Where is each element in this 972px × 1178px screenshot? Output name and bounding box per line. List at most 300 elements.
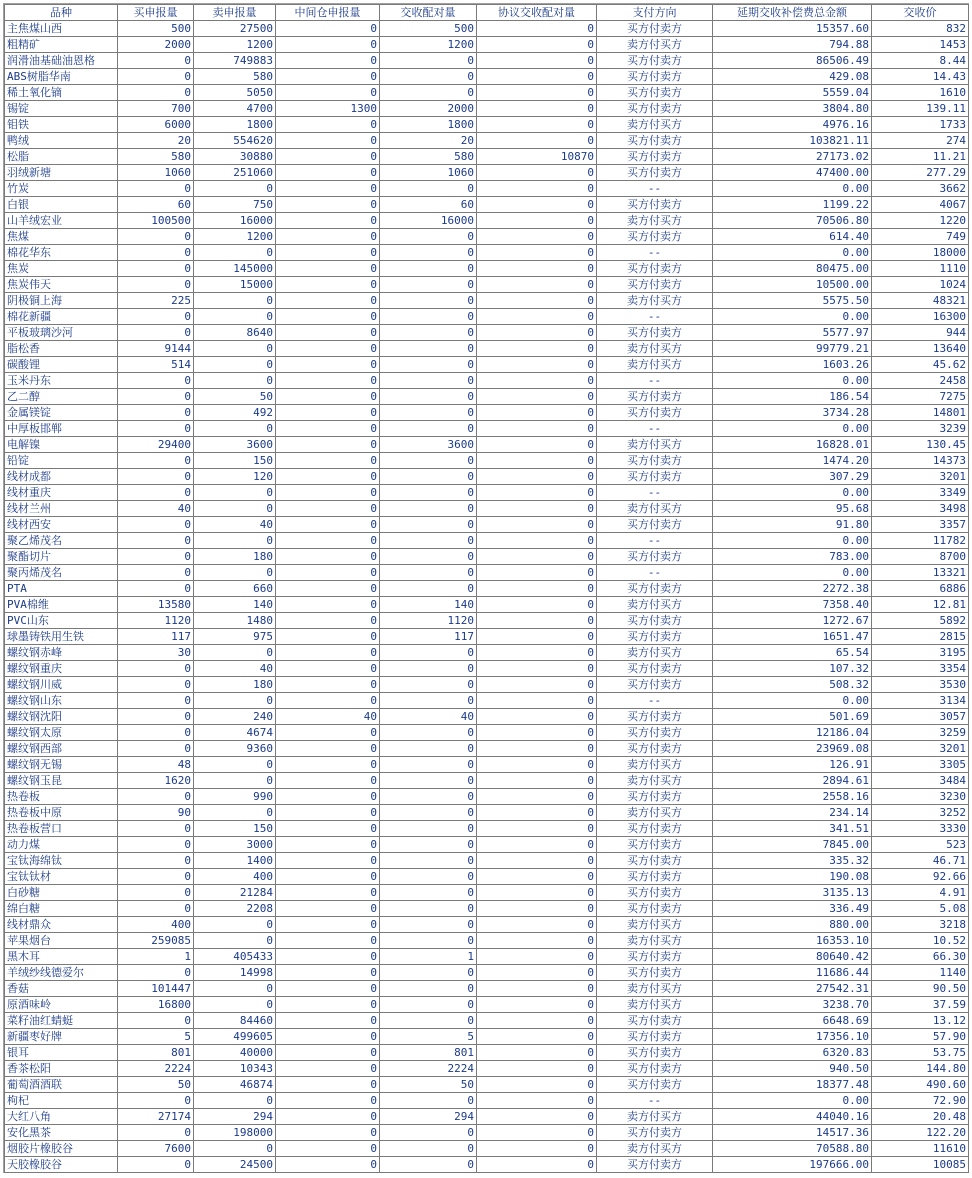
table-row <box>5 1013 969 1029</box>
matched-qty-cell: 1120 <box>380 613 477 629</box>
table-row <box>5 1093 969 1109</box>
variety-cell: 线材兰州 <box>5 501 118 517</box>
sell-declared-cell: 0 <box>194 933 276 949</box>
sell-declared-cell: 554620 <box>194 133 276 149</box>
sell-declared-cell: 16000 <box>194 213 276 229</box>
buy-declared-cell: 500 <box>118 21 194 37</box>
table-row <box>5 181 969 197</box>
buy-declared-cell: 7600 <box>118 1141 194 1157</box>
sell-declared-cell: 0 <box>194 373 276 389</box>
delivery-price-cell: 944 <box>872 325 969 341</box>
payment-direction-cell: 买方付卖方 <box>597 629 713 645</box>
variety-cell: 白砂糖 <box>5 885 118 901</box>
delivery-price-cell: 3330 <box>872 821 969 837</box>
delivery-price-cell: 3057 <box>872 709 969 725</box>
intermediate-declared-cell: 0 <box>276 597 380 613</box>
payment-direction-cell: 买方付卖方 <box>597 549 713 565</box>
table-row <box>5 389 969 405</box>
matched-qty-cell: 0 <box>380 661 477 677</box>
sell-declared-cell: 145000 <box>194 261 276 277</box>
agreement-matched-cell: 0 <box>477 805 597 821</box>
intermediate-declared-cell: 0 <box>276 357 380 373</box>
delivery-compensation-table <box>4 4 969 1173</box>
delivery-price-cell: 37.59 <box>872 997 969 1013</box>
variety-cell: 玉米丹东 <box>5 373 118 389</box>
matched-qty-cell: 2224 <box>380 1061 477 1077</box>
delivery-price-cell: 122.20 <box>872 1125 969 1141</box>
table-row <box>5 133 969 149</box>
compensation-total-cell: 940.50 <box>713 1061 872 1077</box>
agreement-matched-cell: 0 <box>477 453 597 469</box>
table-row <box>5 485 969 501</box>
table-row <box>5 629 969 645</box>
payment-direction-cell: 买方付卖方 <box>597 149 713 165</box>
delivery-price-cell: 1220 <box>872 213 969 229</box>
delivery-price-cell: 45.62 <box>872 357 969 373</box>
compensation-total-cell: 47400.00 <box>713 165 872 181</box>
buy-declared-cell: 30 <box>118 645 194 661</box>
variety-cell: 山羊绒宏业 <box>5 213 118 229</box>
sell-declared-cell: 499605 <box>194 1029 276 1045</box>
compensation-total-cell: 880.00 <box>713 917 872 933</box>
delivery-price-cell: 1610 <box>872 85 969 101</box>
variety-cell: 新疆枣好牌 <box>5 1029 118 1045</box>
variety-cell: 球墨铸铁用生铁 <box>5 629 118 645</box>
agreement-matched-cell: 0 <box>477 613 597 629</box>
table-row <box>5 757 969 773</box>
agreement-matched-cell: 0 <box>477 1093 597 1109</box>
variety-cell: 锡锭 <box>5 101 118 117</box>
header-variety: 品种 <box>5 5 118 21</box>
agreement-matched-cell: 0 <box>477 341 597 357</box>
variety-cell: 原酒味岭 <box>5 997 118 1013</box>
variety-cell: 螺纹钢川威 <box>5 677 118 693</box>
table-row <box>5 869 969 885</box>
table-row <box>5 245 969 261</box>
matched-qty-cell: 0 <box>380 549 477 565</box>
variety-cell: 焦煤 <box>5 229 118 245</box>
buy-declared-cell: 0 <box>118 965 194 981</box>
delivery-price-cell: 11.21 <box>872 149 969 165</box>
delivery-price-cell: 277.29 <box>872 165 969 181</box>
delivery-price-cell: 1024 <box>872 277 969 293</box>
delivery-price-cell: 1733 <box>872 117 969 133</box>
table-row <box>5 21 969 37</box>
variety-cell: 聚丙烯茂名 <box>5 565 118 581</box>
matched-qty-cell: 0 <box>380 1093 477 1109</box>
table-row <box>5 1029 969 1045</box>
payment-direction-cell: 卖方付买方 <box>597 357 713 373</box>
agreement-matched-cell: 0 <box>477 181 597 197</box>
variety-cell: 线材重庆 <box>5 485 118 501</box>
intermediate-declared-cell: 0 <box>276 517 380 533</box>
table-row <box>5 533 969 549</box>
payment-direction-cell: -- <box>597 485 713 501</box>
matched-qty-cell: 0 <box>380 181 477 197</box>
compensation-total-cell: 1651.47 <box>713 629 872 645</box>
agreement-matched-cell: 0 <box>477 213 597 229</box>
sell-declared-cell: 0 <box>194 181 276 197</box>
variety-cell: 平板玻璃沙河 <box>5 325 118 341</box>
table-row <box>5 741 969 757</box>
payment-direction-cell: 买方付卖方 <box>597 789 713 805</box>
matched-qty-cell: 0 <box>380 357 477 373</box>
buy-declared-cell: 1 <box>118 949 194 965</box>
delivery-price-cell: 6886 <box>872 581 969 597</box>
intermediate-declared-cell: 0 <box>276 949 380 965</box>
buy-declared-cell: 0 <box>118 405 194 421</box>
agreement-matched-cell: 0 <box>477 1141 597 1157</box>
table-row <box>5 85 969 101</box>
intermediate-declared-cell: 0 <box>276 421 380 437</box>
buy-declared-cell: 9144 <box>118 341 194 357</box>
table-row <box>5 981 969 997</box>
sell-declared-cell: 0 <box>194 645 276 661</box>
intermediate-declared-cell: 0 <box>276 1141 380 1157</box>
intermediate-declared-cell: 0 <box>276 85 380 101</box>
delivery-price-cell: 10.52 <box>872 933 969 949</box>
payment-direction-cell: -- <box>597 373 713 389</box>
intermediate-declared-cell: 0 <box>276 133 380 149</box>
table-row <box>5 917 969 933</box>
variety-cell: 螺纹钢山东 <box>5 693 118 709</box>
intermediate-declared-cell: 0 <box>276 469 380 485</box>
table-body <box>5 21 969 1173</box>
table-row <box>5 341 969 357</box>
matched-qty-cell: 0 <box>380 309 477 325</box>
buy-declared-cell: 48 <box>118 757 194 773</box>
agreement-matched-cell: 10870 <box>477 149 597 165</box>
table-row <box>5 405 969 421</box>
sell-declared-cell: 84460 <box>194 1013 276 1029</box>
table-row <box>5 789 969 805</box>
table-row <box>5 149 969 165</box>
sell-declared-cell: 0 <box>194 485 276 501</box>
variety-cell: 螺纹钢无锡 <box>5 757 118 773</box>
compensation-total-cell: 3135.13 <box>713 885 872 901</box>
agreement-matched-cell: 0 <box>477 101 597 117</box>
payment-direction-cell: 卖方付买方 <box>597 117 713 133</box>
intermediate-declared-cell: 0 <box>276 37 380 53</box>
payment-direction-cell: 卖方付买方 <box>597 1141 713 1157</box>
table-row <box>5 997 969 1013</box>
delivery-price-cell: 3484 <box>872 773 969 789</box>
sell-declared-cell: 0 <box>194 981 276 997</box>
buy-declared-cell: 0 <box>118 821 194 837</box>
sell-declared-cell: 4674 <box>194 725 276 741</box>
payment-direction-cell: 卖方付买方 <box>597 213 713 229</box>
delivery-price-cell: 8700 <box>872 549 969 565</box>
matched-qty-cell: 0 <box>380 677 477 693</box>
buy-declared-cell: 0 <box>118 453 194 469</box>
delivery-price-cell: 1453 <box>872 37 969 53</box>
table-row <box>5 437 969 453</box>
table-row <box>5 277 969 293</box>
intermediate-declared-cell: 40 <box>276 709 380 725</box>
sell-declared-cell: 24500 <box>194 1157 276 1173</box>
compensation-total-cell: 99779.21 <box>713 341 872 357</box>
matched-qty-cell: 0 <box>380 325 477 341</box>
intermediate-declared-cell: 0 <box>276 693 380 709</box>
matched-qty-cell: 0 <box>380 725 477 741</box>
agreement-matched-cell: 0 <box>477 677 597 693</box>
buy-declared-cell: 801 <box>118 1045 194 1061</box>
compensation-total-cell: 126.91 <box>713 757 872 773</box>
intermediate-declared-cell: 0 <box>276 1125 380 1141</box>
compensation-total-cell: 17356.10 <box>713 1029 872 1045</box>
intermediate-declared-cell: 0 <box>276 197 380 213</box>
variety-cell: 螺纹钢重庆 <box>5 661 118 677</box>
matched-qty-cell: 0 <box>380 869 477 885</box>
variety-cell: 焦炭 <box>5 261 118 277</box>
sell-declared-cell: 400 <box>194 869 276 885</box>
buy-declared-cell: 0 <box>118 373 194 389</box>
intermediate-declared-cell: 0 <box>276 853 380 869</box>
agreement-matched-cell: 0 <box>477 325 597 341</box>
buy-declared-cell: 0 <box>118 677 194 693</box>
delivery-price-cell: 10085 <box>872 1157 969 1173</box>
intermediate-declared-cell: 0 <box>276 501 380 517</box>
delivery-price-cell: 72.90 <box>872 1093 969 1109</box>
table-row <box>5 709 969 725</box>
intermediate-declared-cell: 0 <box>276 581 380 597</box>
table-row <box>5 853 969 869</box>
buy-declared-cell: 0 <box>118 853 194 869</box>
compensation-total-cell: 341.51 <box>713 821 872 837</box>
compensation-total-cell: 2272.38 <box>713 581 872 597</box>
variety-cell: 螺纹钢赤峰 <box>5 645 118 661</box>
sell-declared-cell: 0 <box>194 565 276 581</box>
buy-declared-cell: 27174 <box>118 1109 194 1125</box>
table-row <box>5 53 969 69</box>
payment-direction-cell: 买方付卖方 <box>597 885 713 901</box>
agreement-matched-cell: 0 <box>477 741 597 757</box>
table-row <box>5 805 969 821</box>
agreement-matched-cell: 0 <box>477 69 597 85</box>
variety-cell: 乙二醇 <box>5 389 118 405</box>
sell-declared-cell: 251060 <box>194 165 276 181</box>
sell-declared-cell: 0 <box>194 997 276 1013</box>
variety-cell: 宝钛海绵钛 <box>5 853 118 869</box>
payment-direction-cell: 买方付卖方 <box>597 1061 713 1077</box>
compensation-total-cell: 3734.28 <box>713 405 872 421</box>
agreement-matched-cell: 0 <box>477 53 597 69</box>
payment-direction-cell: 买方付卖方 <box>597 581 713 597</box>
delivery-price-cell: 3239 <box>872 421 969 437</box>
intermediate-declared-cell: 0 <box>276 405 380 421</box>
delivery-price-cell: 57.90 <box>872 1029 969 1045</box>
payment-direction-cell: 买方付卖方 <box>597 869 713 885</box>
buy-declared-cell: 0 <box>118 533 194 549</box>
matched-qty-cell: 0 <box>380 773 477 789</box>
variety-cell: 碳酸锂 <box>5 357 118 373</box>
table-row <box>5 1109 969 1125</box>
payment-direction-cell: 卖方付买方 <box>597 293 713 309</box>
payment-direction-cell: 买方付卖方 <box>597 133 713 149</box>
delivery-price-cell: 3252 <box>872 805 969 821</box>
intermediate-declared-cell: 0 <box>276 1029 380 1045</box>
compensation-total-cell: 4976.16 <box>713 117 872 133</box>
agreement-matched-cell: 0 <box>477 309 597 325</box>
matched-qty-cell: 0 <box>380 885 477 901</box>
table-row <box>5 117 969 133</box>
variety-cell: 大红八角 <box>5 1109 118 1125</box>
compensation-total-cell: 15357.60 <box>713 21 872 37</box>
agreement-matched-cell: 0 <box>477 533 597 549</box>
compensation-total-cell: 0.00 <box>713 309 872 325</box>
table-row <box>5 581 969 597</box>
buy-declared-cell: 60 <box>118 197 194 213</box>
table-row <box>5 837 969 853</box>
compensation-total-cell: 65.54 <box>713 645 872 661</box>
sell-declared-cell: 9360 <box>194 741 276 757</box>
compensation-total-cell: 11686.44 <box>713 965 872 981</box>
sell-declared-cell: 3600 <box>194 437 276 453</box>
sell-declared-cell: 180 <box>194 677 276 693</box>
payment-direction-cell: 买方付卖方 <box>597 709 713 725</box>
sell-declared-cell: 0 <box>194 309 276 325</box>
payment-direction-cell: 买方付卖方 <box>597 165 713 181</box>
buy-declared-cell: 0 <box>118 869 194 885</box>
payment-direction-cell: 买方付卖方 <box>597 101 713 117</box>
sell-declared-cell: 749883 <box>194 53 276 69</box>
compensation-total-cell: 0.00 <box>713 485 872 501</box>
compensation-total-cell: 336.49 <box>713 901 872 917</box>
compensation-total-cell: 91.80 <box>713 517 872 533</box>
header-buy-declared: 买申报量 <box>118 5 194 21</box>
delivery-price-cell: 144.80 <box>872 1061 969 1077</box>
agreement-matched-cell: 0 <box>477 789 597 805</box>
sell-declared-cell: 1480 <box>194 613 276 629</box>
delivery-price-cell: 130.45 <box>872 437 969 453</box>
variety-cell: 松脂 <box>5 149 118 165</box>
buy-declared-cell: 0 <box>118 325 194 341</box>
matched-qty-cell: 0 <box>380 421 477 437</box>
buy-declared-cell: 1120 <box>118 613 194 629</box>
variety-cell: 螺纹钢西部 <box>5 741 118 757</box>
buy-declared-cell: 0 <box>118 85 194 101</box>
matched-qty-cell: 0 <box>380 69 477 85</box>
buy-declared-cell: 400 <box>118 917 194 933</box>
buy-declared-cell: 0 <box>118 389 194 405</box>
agreement-matched-cell: 0 <box>477 277 597 293</box>
intermediate-declared-cell: 0 <box>276 373 380 389</box>
delivery-price-cell: 3195 <box>872 645 969 661</box>
agreement-matched-cell: 0 <box>477 885 597 901</box>
delivery-price-cell: 3259 <box>872 725 969 741</box>
intermediate-declared-cell: 0 <box>276 565 380 581</box>
intermediate-declared-cell: 0 <box>276 629 380 645</box>
variety-cell: 线材鼎众 <box>5 917 118 933</box>
variety-cell: 聚酯切片 <box>5 549 118 565</box>
table-row <box>5 725 969 741</box>
delivery-price-cell: 92.66 <box>872 869 969 885</box>
payment-direction-cell: -- <box>597 421 713 437</box>
header-delivery-price: 交收价 <box>872 5 969 21</box>
intermediate-declared-cell: 0 <box>276 917 380 933</box>
buy-declared-cell: 0 <box>118 485 194 501</box>
sell-declared-cell: 30880 <box>194 149 276 165</box>
matched-qty-cell: 0 <box>380 501 477 517</box>
sell-declared-cell: 5050 <box>194 85 276 101</box>
delivery-price-cell: 2815 <box>872 629 969 645</box>
variety-cell: 香茶松阳 <box>5 1061 118 1077</box>
compensation-total-cell: 501.69 <box>713 709 872 725</box>
variety-cell: 铅锭 <box>5 453 118 469</box>
buy-declared-cell: 50 <box>118 1077 194 1093</box>
buy-declared-cell: 1620 <box>118 773 194 789</box>
buy-declared-cell: 0 <box>118 309 194 325</box>
sell-declared-cell: 0 <box>194 245 276 261</box>
sell-declared-cell: 294 <box>194 1109 276 1125</box>
agreement-matched-cell: 0 <box>477 581 597 597</box>
intermediate-declared-cell: 0 <box>276 869 380 885</box>
table-row <box>5 613 969 629</box>
agreement-matched-cell: 0 <box>477 757 597 773</box>
buy-declared-cell: 29400 <box>118 437 194 453</box>
compensation-total-cell: 86506.49 <box>713 53 872 69</box>
compensation-total-cell: 794.88 <box>713 37 872 53</box>
payment-direction-cell: 买方付卖方 <box>597 1125 713 1141</box>
buy-declared-cell: 2224 <box>118 1061 194 1077</box>
compensation-total-cell: 7845.00 <box>713 837 872 853</box>
matched-qty-cell: 1060 <box>380 165 477 181</box>
matched-qty-cell: 0 <box>380 917 477 933</box>
agreement-matched-cell: 0 <box>477 37 597 53</box>
variety-cell: 鸭绒 <box>5 133 118 149</box>
table-row <box>5 453 969 469</box>
intermediate-declared-cell: 0 <box>276 613 380 629</box>
delivery-price-cell: 1110 <box>872 261 969 277</box>
table-row <box>5 213 969 229</box>
sell-declared-cell: 580 <box>194 69 276 85</box>
buy-declared-cell: 0 <box>118 725 194 741</box>
compensation-total-cell: 2894.61 <box>713 773 872 789</box>
buy-declared-cell: 0 <box>118 709 194 725</box>
variety-cell: 苹果烟台 <box>5 933 118 949</box>
agreement-matched-cell: 0 <box>477 373 597 389</box>
table-row <box>5 549 969 565</box>
sell-declared-cell: 0 <box>194 917 276 933</box>
variety-cell: 热卷板中原 <box>5 805 118 821</box>
delivery-price-cell: 46.71 <box>872 853 969 869</box>
delivery-price-cell: 832 <box>872 21 969 37</box>
agreement-matched-cell: 0 <box>477 1061 597 1077</box>
payment-direction-cell: -- <box>597 181 713 197</box>
variety-cell: 螺纹钢玉昆 <box>5 773 118 789</box>
intermediate-declared-cell: 0 <box>276 981 380 997</box>
payment-direction-cell: -- <box>597 693 713 709</box>
matched-qty-cell: 294 <box>380 1109 477 1125</box>
agreement-matched-cell: 0 <box>477 1045 597 1061</box>
buy-declared-cell: 13580 <box>118 597 194 613</box>
delivery-price-cell: 14.43 <box>872 69 969 85</box>
delivery-price-cell: 20.48 <box>872 1109 969 1125</box>
matched-qty-cell: 0 <box>380 821 477 837</box>
sell-declared-cell: 1400 <box>194 853 276 869</box>
agreement-matched-cell: 0 <box>477 725 597 741</box>
variety-cell: 金属镁锭 <box>5 405 118 421</box>
compensation-total-cell: 44040.16 <box>713 1109 872 1125</box>
matched-qty-cell: 0 <box>380 1157 477 1173</box>
matched-qty-cell: 0 <box>380 981 477 997</box>
variety-cell: ABS树脂华南 <box>5 69 118 85</box>
variety-cell: PVC山东 <box>5 613 118 629</box>
sell-declared-cell: 0 <box>194 1141 276 1157</box>
matched-qty-cell: 500 <box>380 21 477 37</box>
compensation-total-cell: 80475.00 <box>713 261 872 277</box>
compensation-total-cell: 70588.80 <box>713 1141 872 1157</box>
